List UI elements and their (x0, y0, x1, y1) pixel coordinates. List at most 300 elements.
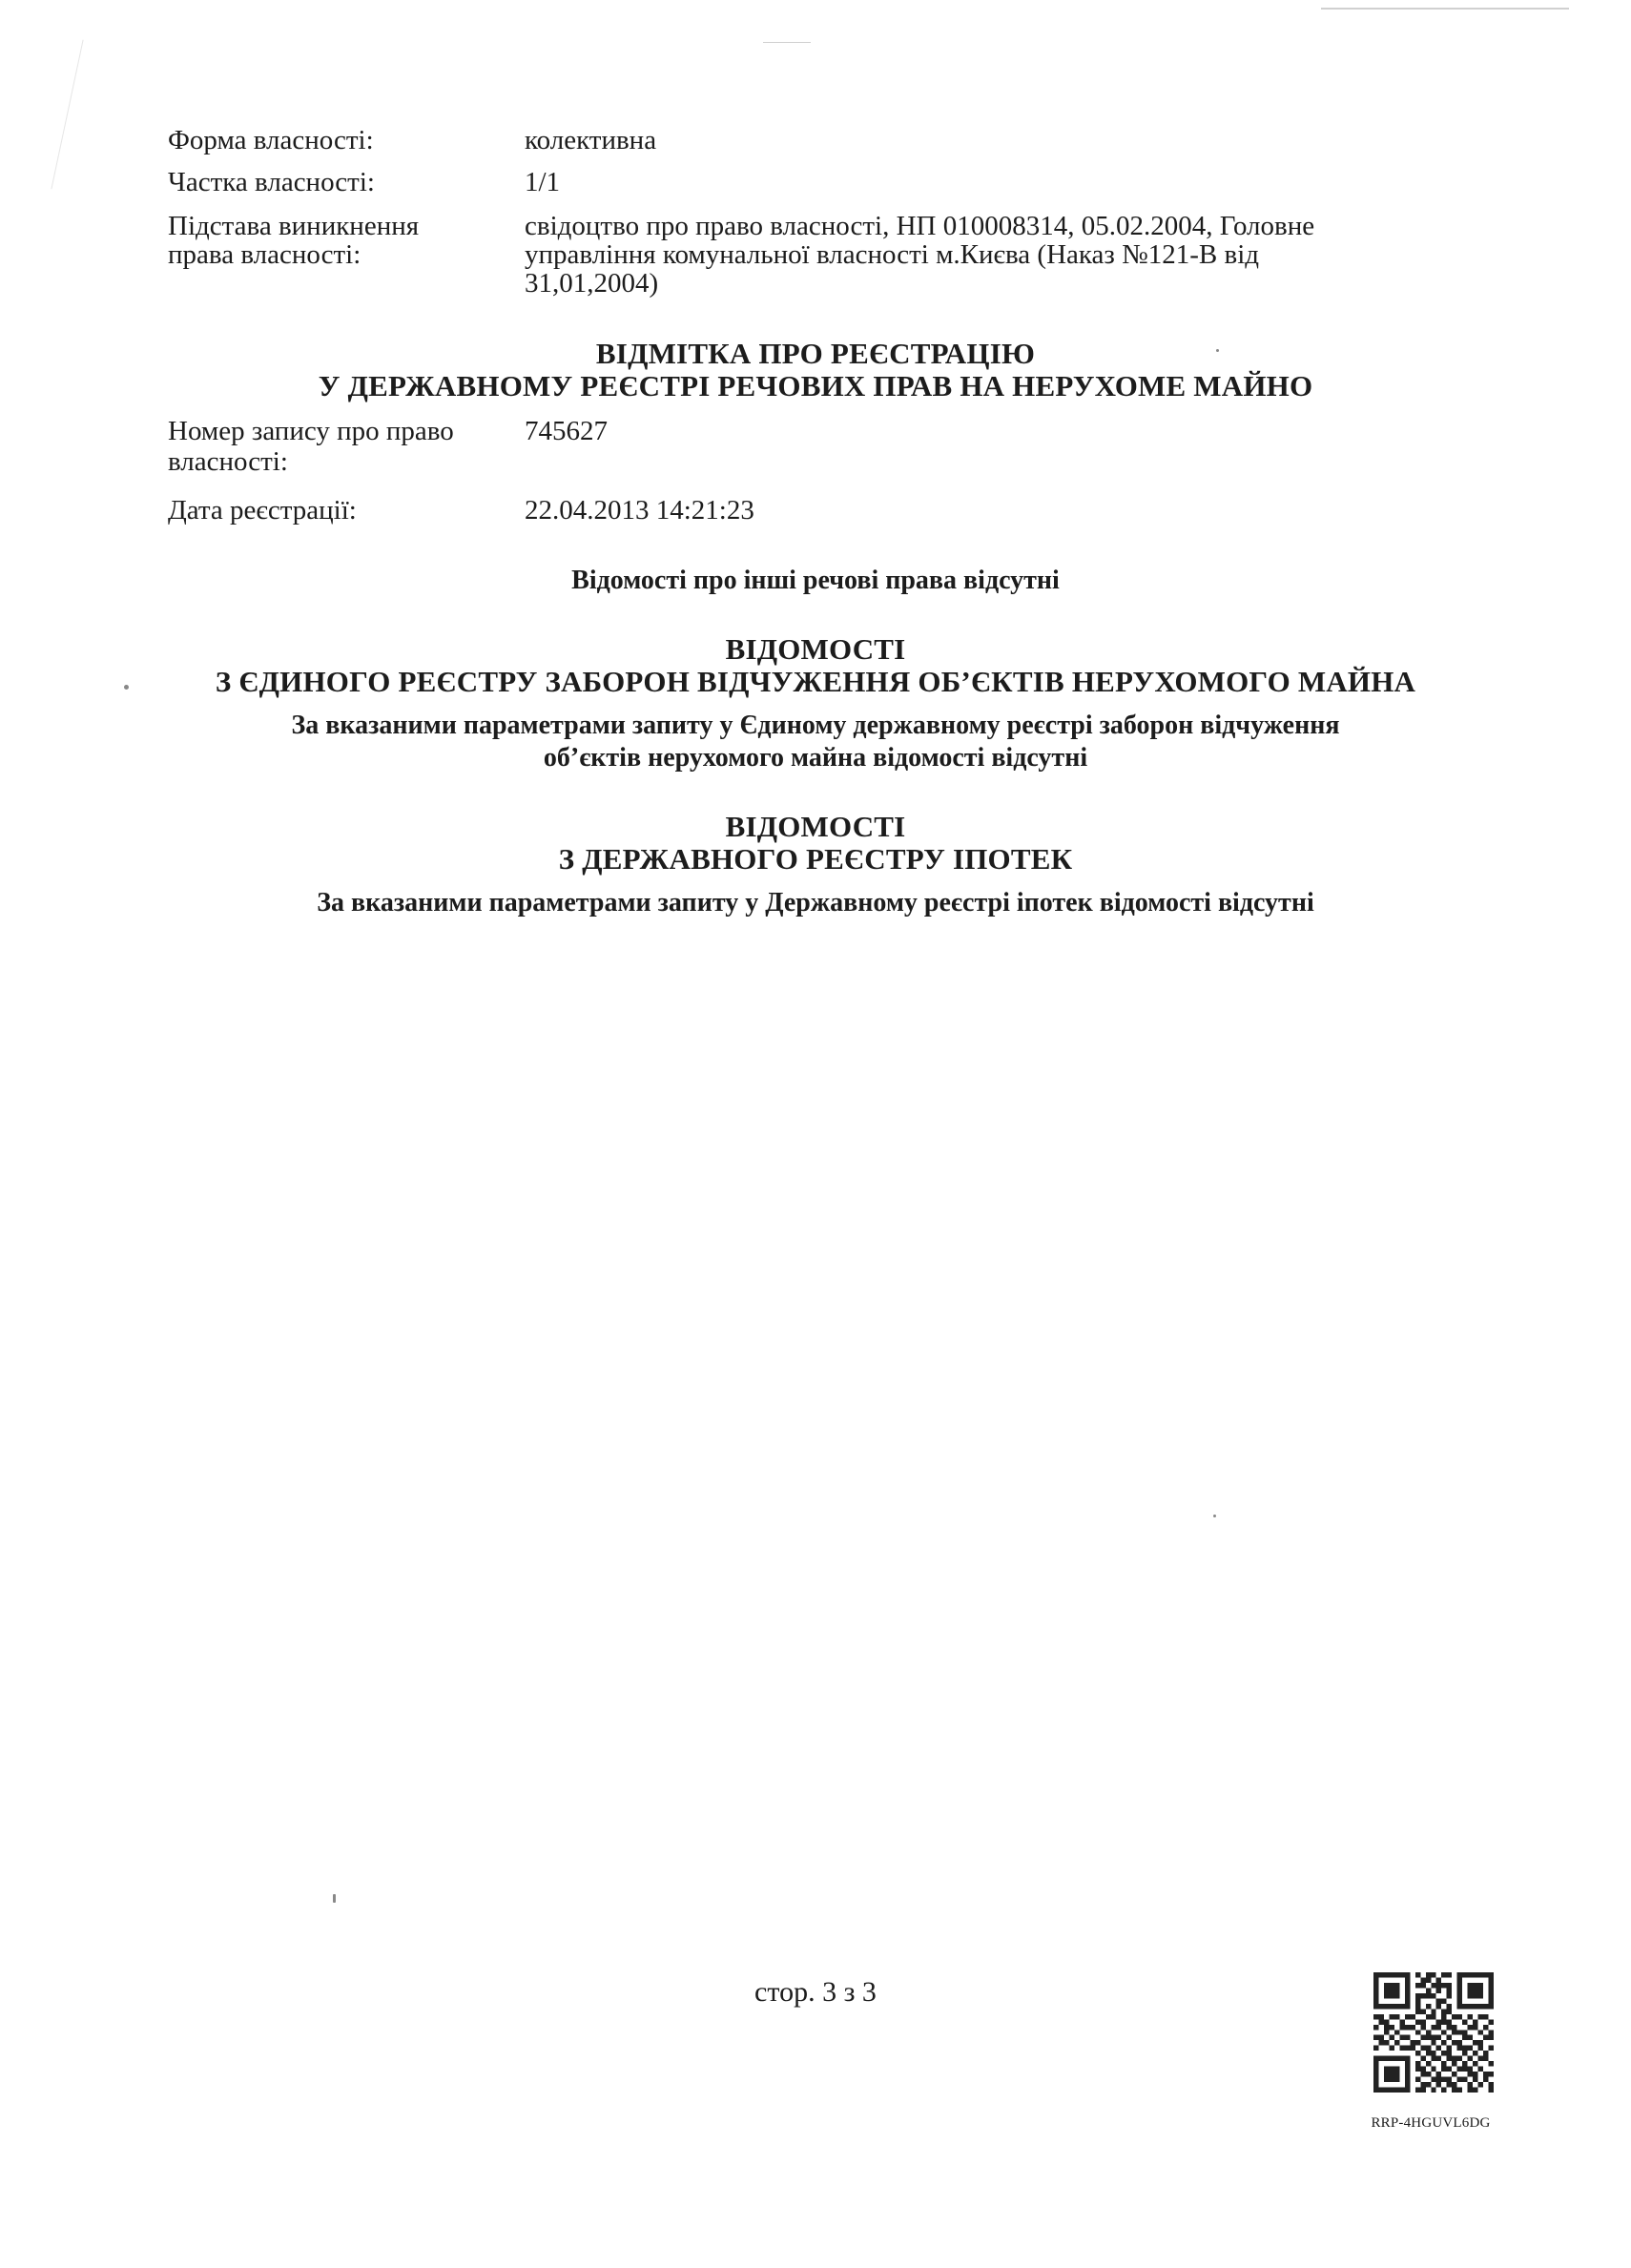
qr-module (1431, 2067, 1435, 2072)
qr-module (1473, 2040, 1477, 2045)
qr-module (1426, 2061, 1431, 2066)
registration-date-value: 22.04.2013 14:21:23 (525, 495, 754, 526)
qr-module (1436, 2046, 1441, 2051)
qr-module (1394, 2056, 1399, 2061)
qr-module (1405, 2072, 1410, 2076)
qr-module (1399, 2046, 1404, 2051)
registration-heading: ВІДМІТКА ПРО РЕЄСТРАЦІЮ У ДЕРЖАВНОМУ РЕЄСТРІ РЕЧОВИХ ПРАВ НА НЕРУХОМЕ МАЙНО (318, 337, 1313, 402)
ownership-basis-value: свідоцтво про право власності, НП 010008314, 05.02.2004, Головне управління комунальної власності м.Києва (Наказ №121-В від 31,01,2004) (525, 211, 1315, 299)
qr-module (1389, 2077, 1394, 2082)
qr-module (1473, 2025, 1477, 2030)
qr-module (1405, 1983, 1410, 1988)
qr-module (1373, 2025, 1378, 2030)
qr-module (1441, 2019, 1446, 2024)
qr-module (1489, 1977, 1494, 1982)
qr-module (1405, 2025, 1410, 2030)
qr-module (1399, 1972, 1404, 1977)
qr-module (1378, 1972, 1383, 1977)
qr-module (1468, 2067, 1473, 2072)
qr-module (1426, 1972, 1431, 1977)
qr-module (1436, 2072, 1441, 2076)
qr-module (1389, 2046, 1394, 2051)
qr-module (1447, 2019, 1452, 2024)
qr-module (1457, 2004, 1462, 2009)
qr-module (1452, 2056, 1456, 2061)
qr-module (1384, 1983, 1389, 1988)
qr-module (1378, 2040, 1383, 2045)
qr-module (1405, 1977, 1410, 1982)
qr-module (1420, 2082, 1425, 2087)
qr-module (1410, 2014, 1414, 2019)
qr-module (1483, 2077, 1488, 2082)
qr-module (1457, 2056, 1462, 2061)
qr-module (1373, 2077, 1378, 2082)
qr-module (1384, 2030, 1389, 2034)
qr-module (1478, 2040, 1483, 2045)
qr-module (1489, 1972, 1494, 1977)
qr-module (1436, 1983, 1441, 1988)
qr-module (1378, 2056, 1383, 2061)
qr-module (1394, 2004, 1399, 2009)
qr-module (1436, 2004, 1441, 2009)
qr-module (1441, 1983, 1446, 1988)
qr-module (1447, 2077, 1452, 2082)
qr-module (1410, 2025, 1414, 2030)
qr-module (1405, 1993, 1410, 1998)
qr-module (1405, 2082, 1410, 2087)
qr-module (1373, 1993, 1378, 1998)
scan-artifact-dot (333, 1894, 336, 1903)
qr-module (1483, 2025, 1488, 2030)
qr-module (1457, 2077, 1462, 2082)
qr-module (1473, 1988, 1477, 1992)
qr-module (1373, 1977, 1378, 1982)
qr-module (1447, 1988, 1452, 1992)
qr-module (1420, 2035, 1425, 2040)
qr-module (1431, 2077, 1435, 2082)
qr-module (1436, 1977, 1441, 1982)
qr-module (1452, 2030, 1456, 2034)
qr-module (1473, 2088, 1477, 2093)
qr-module (1384, 1993, 1389, 1998)
qr-module (1394, 1993, 1399, 1998)
qr-module (1415, 2040, 1420, 2045)
qr-module (1457, 1998, 1462, 2003)
ownership-basis-label: Підстава виникнення права власності: (168, 211, 420, 270)
qr-module (1436, 2077, 1441, 2082)
scan-artifact-line (1321, 8, 1569, 10)
qr-module (1426, 1977, 1431, 1982)
qr-module (1394, 1972, 1399, 1977)
qr-module (1420, 2088, 1425, 2093)
qr-module (1436, 2082, 1441, 2087)
qr-module (1405, 2004, 1410, 2009)
qr-module (1441, 2040, 1446, 2045)
qr-module (1452, 2072, 1456, 2076)
qr-module (1457, 2030, 1462, 2034)
qr-module (1436, 1988, 1441, 1992)
qr-module (1478, 2056, 1483, 2061)
qr-module (1468, 2014, 1473, 2019)
qr-module (1447, 2067, 1452, 2072)
qr-module (1468, 2072, 1473, 2076)
qr-module (1405, 2088, 1410, 2093)
qr-module (1405, 2056, 1410, 2061)
qr-module (1426, 2046, 1431, 2051)
qr-module (1441, 2077, 1446, 2082)
qr-module (1389, 1983, 1394, 1988)
qr-module (1394, 2030, 1399, 2034)
qr-module (1378, 2019, 1383, 2024)
qr-module (1405, 1972, 1410, 1977)
qr-module (1389, 2025, 1394, 2030)
ownership-form-value: колективна (525, 125, 657, 155)
qr-module (1462, 2067, 1467, 2072)
qr-module (1436, 1998, 1441, 2003)
qr-module (1468, 2004, 1473, 2009)
qr-module (1489, 2035, 1494, 2040)
qr-module (1426, 2004, 1431, 2009)
qr-module (1436, 2035, 1441, 2040)
qr-module (1426, 2014, 1431, 2019)
qr-module (1447, 2082, 1452, 2087)
qr-module (1462, 2035, 1467, 2040)
qr-module (1468, 2082, 1473, 2087)
qr-module (1478, 2030, 1483, 2034)
qr-module (1373, 2067, 1378, 2072)
qr-module (1452, 2040, 1456, 2045)
qr-module (1420, 2025, 1425, 2030)
qr-module (1478, 1988, 1483, 1992)
qr-module (1483, 2056, 1488, 2061)
qr-module (1399, 2019, 1404, 2024)
qr-module (1436, 2025, 1441, 2030)
qr-module (1415, 2009, 1420, 2013)
qr-module (1373, 2035, 1378, 2040)
ownership-share-value: 1/1 (525, 167, 561, 197)
qr-module (1420, 1983, 1425, 1988)
qr-module (1462, 1972, 1467, 1977)
qr-module (1473, 1993, 1477, 1998)
qr-module (1489, 1988, 1494, 1992)
qr-module (1405, 2077, 1410, 2082)
qr-module (1384, 1972, 1389, 1977)
qr-module (1373, 2004, 1378, 2009)
qr-module (1384, 2019, 1389, 2024)
qr-module (1447, 2009, 1452, 2013)
qr-module (1431, 2009, 1435, 2013)
qr-module (1483, 2035, 1488, 2040)
qr-module (1441, 2009, 1446, 2013)
qr-module (1452, 2025, 1456, 2030)
qr-module (1373, 2061, 1378, 2066)
registration-record-value: 745627 (525, 416, 608, 446)
qr-module (1478, 2004, 1483, 2009)
qr-module (1452, 2014, 1456, 2019)
qr-module (1441, 2051, 1446, 2055)
qr-module (1441, 2061, 1446, 2066)
qr-module (1394, 2040, 1399, 2045)
qr-module (1452, 2082, 1456, 2087)
qr-module (1457, 1993, 1462, 1998)
qr-code-image (1373, 1972, 1494, 2093)
qr-module (1431, 2056, 1435, 2061)
qr-module (1415, 2019, 1420, 2024)
qr-module (1489, 2072, 1494, 2076)
document-code: RRP-4HGUVL6DG (1371, 2115, 1491, 2131)
qr-module (1415, 2061, 1420, 2066)
qr-module (1415, 1998, 1420, 2003)
qr-module (1483, 2051, 1488, 2055)
qr-module (1426, 2035, 1431, 2040)
qr-module (1447, 2051, 1452, 2055)
qr-module (1426, 2082, 1431, 2087)
qr-module (1373, 2072, 1378, 2076)
page-number: стор. 3 з 3 (754, 1976, 877, 2008)
registration-record-label: Номер запису про право власності: (168, 416, 454, 477)
qr-module (1431, 1983, 1435, 1988)
qr-module (1384, 2077, 1389, 2082)
qr-module (1436, 2019, 1441, 2024)
qr-module (1394, 2014, 1399, 2019)
qr-module (1468, 1993, 1473, 1998)
ownership-form-label: Форма власності: (168, 125, 374, 155)
qr-module (1415, 2077, 1420, 2082)
qr-module (1405, 2014, 1410, 2019)
qr-module (1478, 2046, 1483, 2051)
qr-module (1399, 2025, 1404, 2030)
prohibitions-text: За вказаними параметрами запиту у Єдиному державному реєстрі заборон відчуження об’єктів нерухомого майна відомості відсутні (291, 711, 1340, 773)
qr-module (1378, 2014, 1383, 2019)
qr-module (1389, 2088, 1394, 2093)
qr-module (1457, 2088, 1462, 2093)
scan-artifact-line (51, 40, 83, 190)
qr-module (1468, 2025, 1473, 2030)
qr-module (1473, 2072, 1477, 2076)
qr-module (1457, 1977, 1462, 1982)
qr-module (1373, 1972, 1378, 1977)
qr-module (1389, 2035, 1394, 2040)
qr-module (1431, 1972, 1435, 1977)
qr-module (1489, 2004, 1494, 2009)
qr-module (1431, 2035, 1435, 2040)
qr-module (1420, 2046, 1425, 2051)
qr-module (1394, 2072, 1399, 2076)
qr-module (1462, 2030, 1467, 2034)
qr-module (1373, 2088, 1378, 2093)
qr-module (1426, 2030, 1431, 2034)
qr-module (1389, 2067, 1394, 2072)
qr-module (1384, 2004, 1389, 2009)
qr-module (1389, 2072, 1394, 2076)
qr-module (1384, 2025, 1389, 2030)
qr-module (1431, 2014, 1435, 2019)
qr-module (1389, 2056, 1394, 2061)
qr-module (1447, 1972, 1452, 1977)
qr-module (1441, 2067, 1446, 2072)
qr-module (1389, 1972, 1394, 1977)
qr-module (1405, 2061, 1410, 2066)
qr-module (1457, 1983, 1462, 1988)
qr-module (1473, 2004, 1477, 2009)
qr-module (1373, 2046, 1378, 2051)
qr-module (1426, 2072, 1431, 2076)
qr-module (1405, 1998, 1410, 2003)
qr-module (1394, 1988, 1399, 1992)
qr-module (1468, 1988, 1473, 1992)
qr-module (1399, 2088, 1404, 2093)
qr-module (1415, 1993, 1420, 1998)
qr-module (1441, 2030, 1446, 2034)
qr-module (1489, 1993, 1494, 1998)
qr-module (1468, 2046, 1473, 2051)
qr-module (1420, 1993, 1425, 1998)
qr-module (1489, 2046, 1494, 2051)
qr-module (1420, 1977, 1425, 1982)
qr-module (1420, 2019, 1425, 2024)
qr-module (1462, 2051, 1467, 2055)
qr-module (1415, 2067, 1420, 2072)
qr-module (1468, 2056, 1473, 2061)
qr-module (1384, 2072, 1389, 2076)
qr-module (1447, 2056, 1452, 2061)
qr-module (1378, 2004, 1383, 2009)
qr-module (1384, 2040, 1389, 2045)
qr-module (1447, 2004, 1452, 2009)
qr-module (1468, 1972, 1473, 1977)
qr-module (1473, 1983, 1477, 1988)
other-rights-text: Відомості про інші речові права відсутні (571, 566, 1060, 595)
qr-module (1441, 2014, 1446, 2019)
qr-module (1373, 2082, 1378, 2087)
qr-module (1457, 2040, 1462, 2045)
qr-module (1399, 2035, 1404, 2040)
qr-module (1489, 1998, 1494, 2003)
qr-module (1399, 2004, 1404, 2009)
qr-module (1462, 2061, 1467, 2066)
qr-module (1468, 2035, 1473, 2040)
qr-module (1462, 2019, 1467, 2024)
qr-module (1473, 2077, 1477, 2082)
qr-module (1399, 2056, 1404, 2061)
qr-module (1457, 2046, 1462, 2051)
qr-module (1373, 1983, 1378, 1988)
qr-module (1389, 2004, 1394, 2009)
qr-module (1389, 1988, 1394, 1992)
qr-module (1394, 2077, 1399, 2082)
qr-module (1405, 2067, 1410, 2072)
qr-module (1426, 1993, 1431, 1998)
scan-artifact-line (763, 42, 811, 43)
qr-module (1447, 2035, 1452, 2040)
prohibitions-heading: ВІДОМОСТІ З ЄДИНОГО РЕЄСТРУ ЗАБОРОН ВІДЧУЖЕННЯ ОБ’ЄКТІВ НЕРУХОМОГО МАЙНА (215, 632, 1416, 698)
qr-module (1462, 2046, 1467, 2051)
qr-module (1373, 1998, 1378, 2003)
qr-module (1431, 2088, 1435, 2093)
qr-module (1468, 2088, 1473, 2093)
qr-module (1384, 1988, 1389, 1992)
qr-module (1405, 2035, 1410, 2040)
qr-module (1431, 2051, 1435, 2055)
qr-module (1405, 2046, 1410, 2051)
qr-module (1415, 1983, 1420, 1988)
qr-module (1373, 2014, 1378, 2019)
qr-module (1431, 2025, 1435, 2030)
qr-module (1489, 2019, 1494, 2024)
qr-module (1384, 2067, 1389, 2072)
qr-module (1483, 1972, 1488, 1977)
qr-module (1452, 2061, 1456, 2066)
qr-module (1452, 2088, 1456, 2093)
qr-module (1489, 2061, 1494, 2066)
qr-module (1389, 1993, 1394, 1998)
qr-module (1462, 2077, 1467, 2082)
qr-module (1478, 2082, 1483, 2087)
qr-module (1431, 2040, 1435, 2045)
qr-module (1420, 2056, 1425, 2061)
qr-module (1462, 2004, 1467, 2009)
qr-module (1415, 2051, 1420, 2055)
qr-module (1415, 2004, 1420, 2009)
qr-module (1378, 2035, 1383, 2040)
mortgages-heading: ВІДОМОСТІ З ДЕРЖАВНОГО РЕЄСТРУ ІПОТЕК (558, 810, 1073, 876)
qr-module (1441, 1972, 1446, 1977)
qr-module (1410, 2046, 1414, 2051)
qr-module (1384, 2056, 1389, 2061)
qr-module (1394, 1983, 1399, 1988)
qr-module (1468, 1983, 1473, 1988)
qr-module (1489, 2082, 1494, 2087)
qr-module (1478, 2014, 1483, 2019)
scan-artifact-dot (1213, 1515, 1216, 1517)
qr-module (1489, 1983, 1494, 1988)
qr-module (1431, 1993, 1435, 1998)
qr-module (1384, 2088, 1389, 2093)
qr-module (1489, 2088, 1494, 2093)
qr-module (1478, 1972, 1483, 1977)
qr-module (1389, 2014, 1394, 2019)
qr-module (1441, 2088, 1446, 2093)
qr-module (1473, 2061, 1477, 2066)
qr-module (1457, 2014, 1462, 2019)
qr-module (1420, 2009, 1425, 2013)
qr-module (1420, 2072, 1425, 2076)
ownership-share-label: Частка власності: (168, 167, 375, 197)
qr-module (1457, 1988, 1462, 1992)
qr-module (1483, 2004, 1488, 2009)
qr-module (1436, 2056, 1441, 2061)
qr-module (1483, 2014, 1488, 2019)
qr-module (1405, 1988, 1410, 1992)
qr-module (1483, 2072, 1488, 2076)
qr-module (1473, 2051, 1477, 2055)
qr-module (1373, 2056, 1378, 2061)
qr-module (1447, 2046, 1452, 2051)
mortgages-text: За вказаними параметрами запиту у Державному реєстрі іпотек відомості відсутні (317, 888, 1314, 918)
qr-module (1489, 2030, 1494, 2034)
qr-module (1478, 1993, 1483, 1998)
qr-module (1415, 1972, 1420, 1977)
qr-module (1415, 2088, 1420, 2093)
qr-module (1394, 2088, 1399, 2093)
qr-module (1420, 2067, 1425, 2072)
qr-module (1410, 2040, 1414, 2045)
qr-module (1426, 2051, 1431, 2055)
qr-module (1373, 1988, 1378, 1992)
qr-module (1415, 2030, 1420, 2034)
qr-module (1447, 1983, 1452, 1988)
qr-module (1394, 2067, 1399, 2072)
